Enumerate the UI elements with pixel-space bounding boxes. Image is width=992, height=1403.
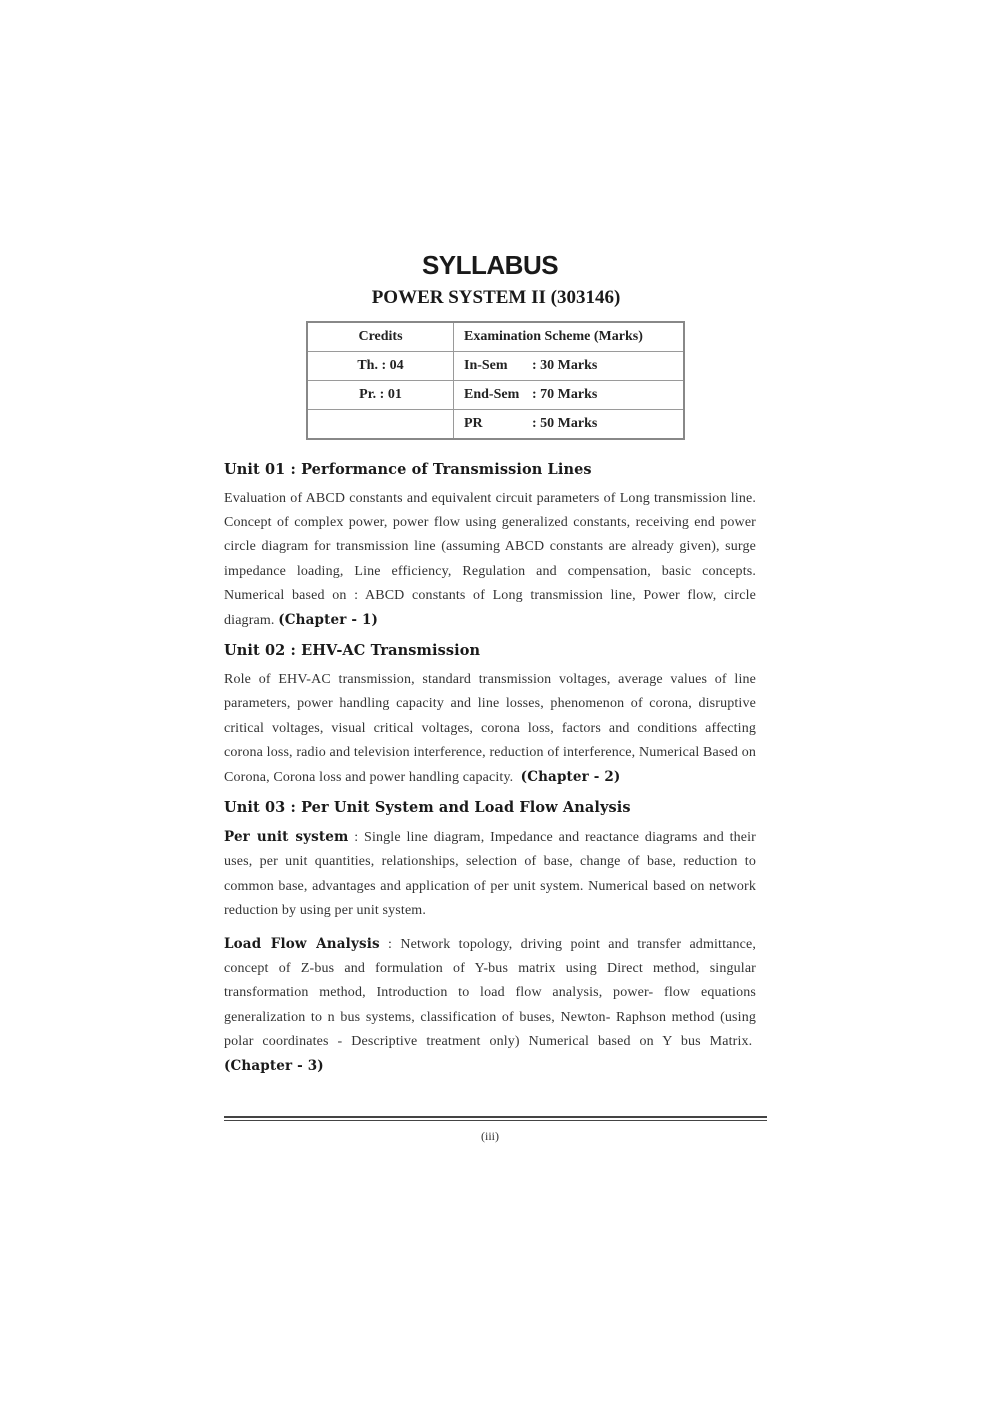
unit-3-chapter: (Chapter - 3) — [224, 1058, 324, 1075]
exam-cell — [454, 381, 685, 410]
table-header-row — [307, 322, 684, 352]
load-flow-text: : Network topology, driving point and transfer admittance, concept of Z-bus and formulation of Y-bus matrix using Direct method, singular transformation method, Introduction to load flow analysis, power- flow equations generalization to n bus systems, classification of buses, Newton- Raphson method (using polar coordinates - Descriptive treatment only) Numerical based on Y bus Matrix. — [224, 937, 757, 1049]
unit-1-text: Evaluation of ABCD constants and equivalent circuit parameters of Long transmission line. Concept of complex power, power flow using generalized constants, receiving end power circle diagram for transmission line (assuming ABCD constants are already given), surge impedance loading, Line efficiency, Regulation and compensation, basic concepts. Numerical based on : ABCD constants of Long transmission line, Power flow, circle diagram. — [224, 491, 756, 629]
exam-key: In-Sem — [464, 358, 508, 373]
exam-value: : 50 Marks — [532, 416, 598, 431]
exam-key: End-Sem — [464, 387, 520, 402]
table-row — [307, 381, 684, 410]
per-unit-text: : Single line diagram, Impedance and reactance diagrams and their uses, per unit quantities, relationships, selection of base, change of base, reduction to common base, advantages and application of per unit system. Numerical based on network reduction by using per unit system. — [224, 830, 756, 918]
load-flow-label: Load Flow Analysis — [224, 936, 380, 953]
exam-cell — [454, 410, 685, 440]
exam-key: PR — [464, 416, 483, 431]
unit-1-chapter: (Chapter - 1) — [278, 612, 379, 629]
credit-cell: Pr. : 01 — [307, 381, 454, 410]
exam-scheme-header: Examination Scheme (Marks) — [454, 322, 685, 352]
table-row — [307, 352, 684, 381]
page-title: SYLLABUS — [421, 250, 559, 280]
unit-2-heading: Unit 02 : EHV-AC Transmission — [224, 642, 481, 660]
credits-header: Credits — [307, 322, 454, 352]
table-row — [307, 410, 684, 440]
unit-1-heading: Unit 01 : Performance of Transmission Lines — [224, 461, 592, 478]
footer-rule-thick — [224, 1116, 767, 1118]
exam-cell — [454, 352, 685, 381]
unit-3-per-unit-body — [224, 825, 756, 923]
exam-scheme-table — [306, 321, 685, 440]
unit-1-body — [224, 487, 756, 633]
exam-value: : 70 Marks — [532, 387, 598, 402]
exam-value: : 30 Marks — [532, 358, 598, 373]
credit-cell — [307, 410, 454, 440]
unit-2-body — [224, 668, 756, 790]
syllabus-content — [224, 461, 756, 1088]
unit-2-chapter: (Chapter - 2) — [520, 769, 621, 786]
unit-2-text: Role of EHV-AC transmission, standard transmission voltages, average values of line parameters, power handling capacity and line losses, phenomenon of corona, disruptive critical voltages, visual critical voltages, corona loss, factors and conditions affecting corona loss, radio and television interference, reduction of interference, Numerical Based on Corona, Corona loss and power handling capacity. — [224, 672, 756, 786]
unit-3-heading: Unit 03 : Per Unit System and Load Flow Analysis — [224, 799, 631, 817]
per-unit-label: Per unit system — [224, 829, 349, 846]
credit-cell: Th. : 04 — [307, 352, 454, 381]
page-number: (iii) — [481, 1129, 499, 1143]
course-title: POWER SYSTEM II (303146) — [371, 287, 621, 308]
unit-3-load-flow-body — [224, 932, 756, 1079]
footer-rule-thin — [224, 1120, 767, 1121]
